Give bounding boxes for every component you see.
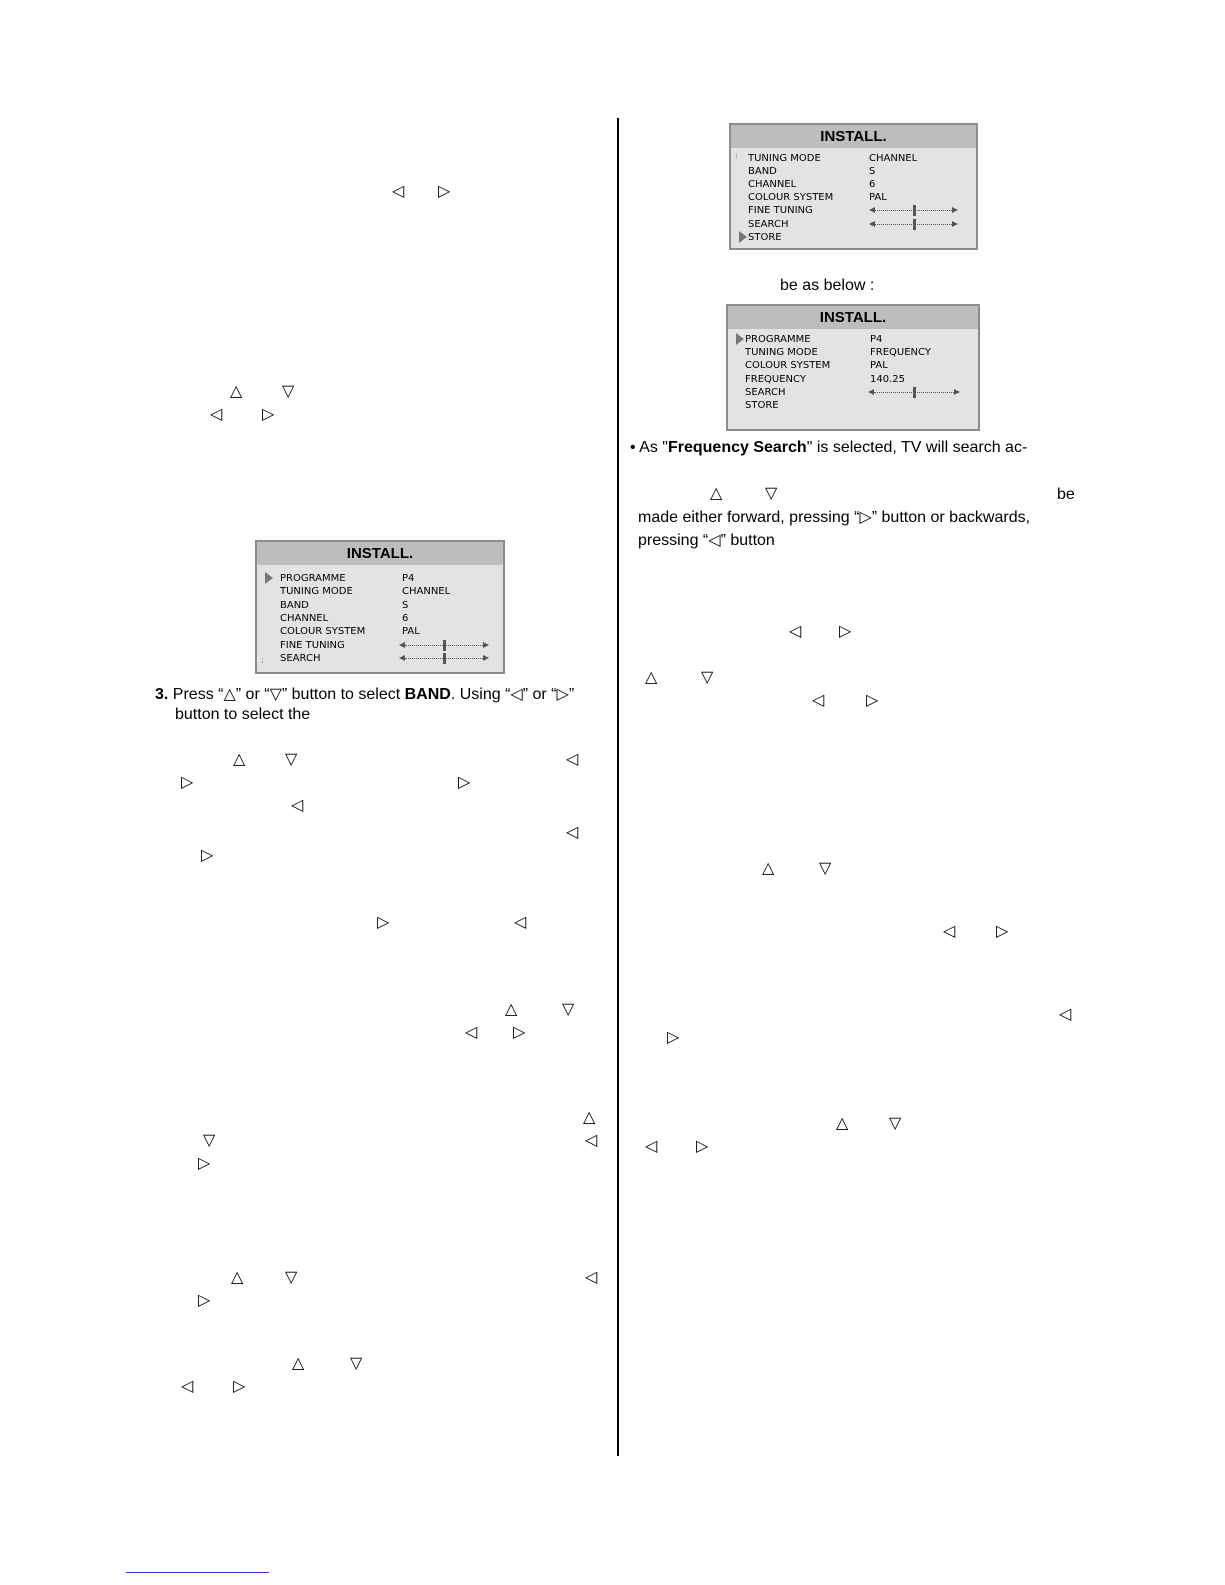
left-triangle-icon: ◁ [465, 1024, 478, 1041]
menu-slider[interactable] [399, 652, 489, 665]
menu-title: INSTALL. [257, 542, 503, 565]
menu-row-label: STORE [748, 231, 782, 243]
step3-press: Press “ [172, 686, 224, 703]
menu-row[interactable] [728, 346, 978, 359]
down-triangle-icon: ▽ [765, 485, 778, 502]
slider-right-arrow-icon [483, 655, 489, 661]
down-triangle-icon: ▽ [285, 1269, 298, 1286]
menu-row-label: COLOUR SYSTEM [745, 360, 831, 372]
menu-row[interactable] [731, 204, 976, 217]
menu-row[interactable] [731, 231, 976, 244]
menu-row-label: TUNING MODE [280, 586, 353, 598]
menu-row[interactable] [257, 585, 503, 598]
left-triangle-icon: ◁ [585, 1269, 598, 1286]
right-triangle-icon: ▷ [839, 623, 852, 640]
as-text: As " [639, 439, 668, 456]
slider-knob [913, 205, 916, 216]
menu-row[interactable] [731, 218, 976, 231]
step3-band: BAND [404, 686, 451, 703]
step3-line2: button to select the [175, 706, 311, 723]
left-triangle-icon: ◁ [585, 1132, 598, 1149]
left-triangle-icon: ◁ [291, 797, 304, 814]
down-triangle-icon: ▽ [282, 383, 295, 400]
right-triangle-icon: ▷ [667, 1029, 680, 1046]
menu-row-value: S [402, 599, 409, 611]
down-triangle-icon: ▽ [203, 1132, 216, 1149]
menu-row-label: FINE TUNING [748, 205, 813, 217]
up-triangle-icon: △ [230, 383, 243, 400]
menu-row[interactable] [257, 599, 503, 612]
menu-row-label: PROGRAMME [280, 573, 346, 584]
install-menu-frequency [726, 304, 980, 431]
up-triangle-icon: △ [233, 751, 246, 768]
menu-title: INSTALL. [731, 125, 976, 148]
selection-pointer-icon [736, 333, 744, 345]
menu-row-label: SEARCH [745, 386, 786, 398]
right-triangle-icon: ▷ [696, 1138, 709, 1155]
up-triangle-icon: △ [231, 1269, 244, 1286]
right-triangle-icon: ▷ [513, 1024, 526, 1041]
frequency-search-term: Frequency Search [667, 439, 807, 456]
right-triangle-icon: ▷ [438, 183, 451, 200]
menu-row-label: SEARCH [280, 652, 321, 664]
menu-row-label: PROGRAMME [745, 334, 811, 345]
right-triangle-icon: ▷ [866, 692, 879, 709]
made-line-b: ” button or backwards, [871, 509, 1031, 526]
slider-right-arrow-icon [952, 207, 958, 213]
right-triangle-icon: ▷ [233, 1378, 246, 1395]
menu-row[interactable] [728, 386, 978, 399]
down-triangle-icon: ▽ [350, 1355, 363, 1372]
up-triangle-icon: △ [836, 1115, 849, 1132]
left-triangle-icon: ◁ [1059, 1006, 1072, 1023]
up-triangle-icon: △ [583, 1109, 596, 1126]
up-triangle-icon: △ [223, 686, 236, 703]
bullet: • [630, 439, 636, 456]
right-triangle-icon: ▷ [198, 1292, 211, 1309]
menu-row-label: BAND [748, 166, 777, 178]
down-triangle-icon: ▽ [889, 1115, 902, 1132]
step3-mid2: ” button to select [281, 686, 405, 703]
slider-left-arrow-icon [868, 389, 874, 395]
right-triangle-icon: ▷ [556, 686, 569, 703]
menu-row[interactable] [731, 178, 976, 191]
made-either-line [638, 508, 1078, 528]
step3-or: ” or “ [522, 686, 557, 703]
menu-row-value: S [869, 166, 876, 178]
left-triangle-icon: ◁ [943, 923, 956, 940]
menu-slider[interactable] [868, 386, 960, 399]
menu-row[interactable] [731, 165, 976, 178]
right-triangle-icon: ▷ [181, 774, 194, 791]
slider-left-arrow-icon [399, 642, 405, 648]
scroll-up-icon: ↑ [734, 151, 739, 161]
step3-end: ” [568, 686, 575, 703]
left-triangle-icon: ◁ [566, 751, 579, 768]
down-triangle-icon: ▽ [285, 751, 298, 768]
menu-row[interactable] [728, 399, 978, 412]
menu-row-label: COLOUR SYSTEM [748, 192, 834, 204]
down-triangle-icon: ▽ [819, 860, 832, 877]
menu-row-value: P4 [870, 334, 883, 345]
left-triangle-icon: ◁ [510, 686, 523, 703]
left-triangle-icon: ◁ [566, 824, 579, 841]
right-triangle-icon: ▷ [377, 914, 390, 931]
slider-right-arrow-icon [952, 221, 958, 227]
footer-link-underline [126, 1572, 269, 1573]
right-triangle-icon: ▷ [859, 509, 872, 526]
menu-row-label: TUNING MODE [748, 153, 821, 164]
frequency-search-line [630, 438, 1076, 458]
up-triangle-icon: △ [762, 860, 775, 877]
up-triangle-icon: △ [292, 1355, 305, 1372]
be-word: be [1057, 486, 1075, 503]
menu-row[interactable] [257, 639, 503, 652]
menu-row[interactable] [728, 359, 978, 372]
menu-row-label: SEARCH [748, 218, 789, 230]
menu-row-value: PAL [870, 360, 888, 372]
slider-knob [443, 653, 446, 664]
down-triangle-icon: ▽ [562, 1001, 575, 1018]
menu-row-value: 6 [402, 612, 409, 624]
left-triangle-icon: ◁ [789, 623, 802, 640]
menu-row-value: FREQUENCY [870, 347, 931, 359]
menu-row-label: CHANNEL [280, 612, 329, 624]
menu-row-value: PAL [869, 192, 887, 204]
be-as-below-text: be as below : [780, 277, 875, 294]
menu-row-label: STORE [745, 400, 779, 411]
menu-row-label: CHANNEL [748, 179, 797, 191]
step3-number: 3. [155, 686, 169, 703]
menu-row-label: COLOUR SYSTEM [280, 626, 366, 638]
up-triangle-icon: △ [505, 1001, 518, 1018]
left-triangle-icon: ◁ [514, 914, 527, 931]
menu-row-label: TUNING MODE [745, 347, 818, 359]
menu-row-value: CHANNEL [402, 586, 451, 598]
slider-knob [443, 640, 446, 651]
slider-right-arrow-icon [954, 389, 960, 395]
slider-left-arrow-icon [869, 207, 875, 213]
menu-row[interactable] [257, 572, 503, 585]
left-triangle-icon: ◁ [181, 1378, 194, 1395]
up-triangle-icon: △ [645, 669, 658, 686]
menu-row[interactable] [731, 191, 976, 204]
right-triangle-icon: ▷ [458, 774, 471, 791]
left-triangle-icon: ◁ [210, 406, 223, 423]
as-rest: " is selected, TV will search ac- [806, 439, 1028, 456]
left-triangle-icon: ◁ [708, 532, 721, 549]
step3-using: . Using “ [450, 686, 511, 703]
step3-mid1: ” or “ [235, 686, 270, 703]
menu-slider[interactable] [869, 218, 958, 231]
slider-left-arrow-icon [399, 655, 405, 661]
menu-row-value: PAL [402, 626, 420, 638]
pressing-b: ” button [720, 532, 775, 549]
up-triangle-icon: △ [710, 485, 723, 502]
menu-title: INSTALL. [728, 306, 978, 329]
scroll-down-icon: ↓ [260, 655, 265, 665]
column-divider [617, 118, 619, 1456]
menu-row-label: FINE TUNING [280, 639, 345, 651]
right-triangle-icon: ▷ [198, 1155, 211, 1172]
menu-row-value: CHANNEL [869, 153, 918, 164]
right-triangle-icon: ▷ [201, 847, 214, 864]
pressing-line [638, 531, 775, 551]
menu-row-label: BAND [280, 599, 309, 611]
made-line-a: made either forward, pressing “ [638, 509, 860, 526]
menu-row-value: P4 [402, 573, 415, 584]
menu-row-value: 6 [869, 179, 876, 191]
selection-pointer-icon [739, 231, 747, 243]
menu-row[interactable] [257, 625, 503, 638]
menu-row[interactable] [728, 373, 978, 386]
right-triangle-icon: ▷ [262, 406, 275, 423]
menu-slider[interactable] [399, 639, 489, 652]
down-triangle-icon: ▽ [269, 686, 282, 703]
menu-row[interactable] [257, 612, 503, 625]
left-triangle-icon: ◁ [812, 692, 825, 709]
slider-knob [913, 219, 916, 230]
menu-row-value: 140.25 [870, 373, 905, 385]
down-triangle-icon: ▽ [701, 669, 714, 686]
menu-row[interactable] [728, 333, 978, 346]
menu-slider[interactable] [869, 204, 958, 217]
slider-right-arrow-icon [483, 642, 489, 648]
pressing-a: pressing “ [638, 532, 709, 549]
slider-left-arrow-icon [869, 221, 875, 227]
slider-knob [913, 387, 916, 398]
left-triangle-icon: ◁ [392, 183, 405, 200]
step3-line1 [155, 685, 574, 705]
right-triangle-icon: ▷ [996, 923, 1009, 940]
menu-row[interactable] [731, 152, 976, 165]
install-menu-channel-top [255, 540, 505, 674]
left-triangle-icon: ◁ [645, 1138, 658, 1155]
selection-pointer-icon [265, 572, 273, 584]
menu-row-label: FREQUENCY [745, 373, 806, 385]
menu-row[interactable] [257, 652, 503, 665]
install-menu-channel-store [729, 123, 978, 250]
